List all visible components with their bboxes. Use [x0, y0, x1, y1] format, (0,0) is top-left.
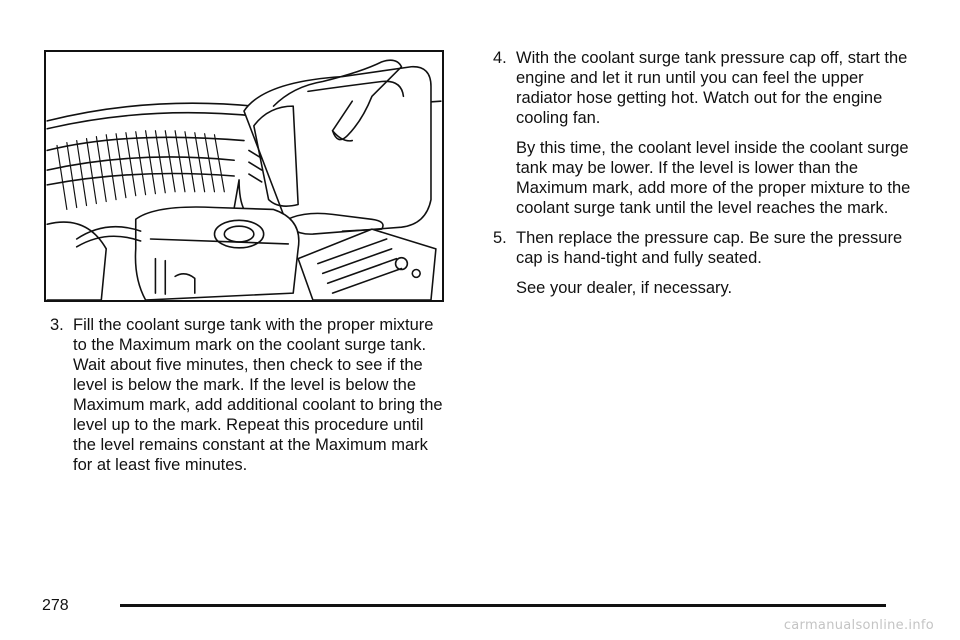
- step-3: [50, 315, 450, 475]
- step-5-note: See your dealer, if necessary.: [516, 279, 733, 297]
- step-4-note: By this time, the coolant level inside the coolant surge tank may be lower. If the level is lower than the Maximum mark, add more of the proper mixture to the coolant surge tank until the level reaches the mark.: [516, 139, 911, 217]
- right-column: [493, 48, 913, 298]
- footer-rule: [120, 604, 886, 607]
- coolant-illustration: [44, 50, 444, 302]
- step-text: With the coolant surge tank pressure cap off, start the engine and let it run until you can feel the upper radiator hose getting hot. Watch out for the engine cooling fan.: [516, 49, 908, 127]
- step-number: 4.: [493, 49, 507, 67]
- coolant-pour-illustration-svg: [46, 52, 442, 300]
- step-number: 5.: [493, 229, 507, 247]
- step-5: [493, 228, 913, 268]
- page-number: 278: [42, 597, 69, 614]
- step-number: 3.: [50, 316, 64, 334]
- step-4: [493, 48, 913, 128]
- watermark[interactable]: carmanualsonline.info: [783, 618, 934, 633]
- step-text: Fill the coolant surge tank with the proper mixture to the Maximum mark on the coolant surge tank. Wait about five minutes, then check to see if the level is below the mark. If the level is below the Maximum mark, add additional coolant to bring the level up to the mark. Repeat this procedure until the level remains constant at the Maximum mark for at least five minutes.: [73, 316, 443, 474]
- step-text: Then replace the pressure cap. Be sure the pressure cap is hand-tight and fully seated.: [516, 229, 903, 267]
- left-column: [50, 315, 450, 475]
